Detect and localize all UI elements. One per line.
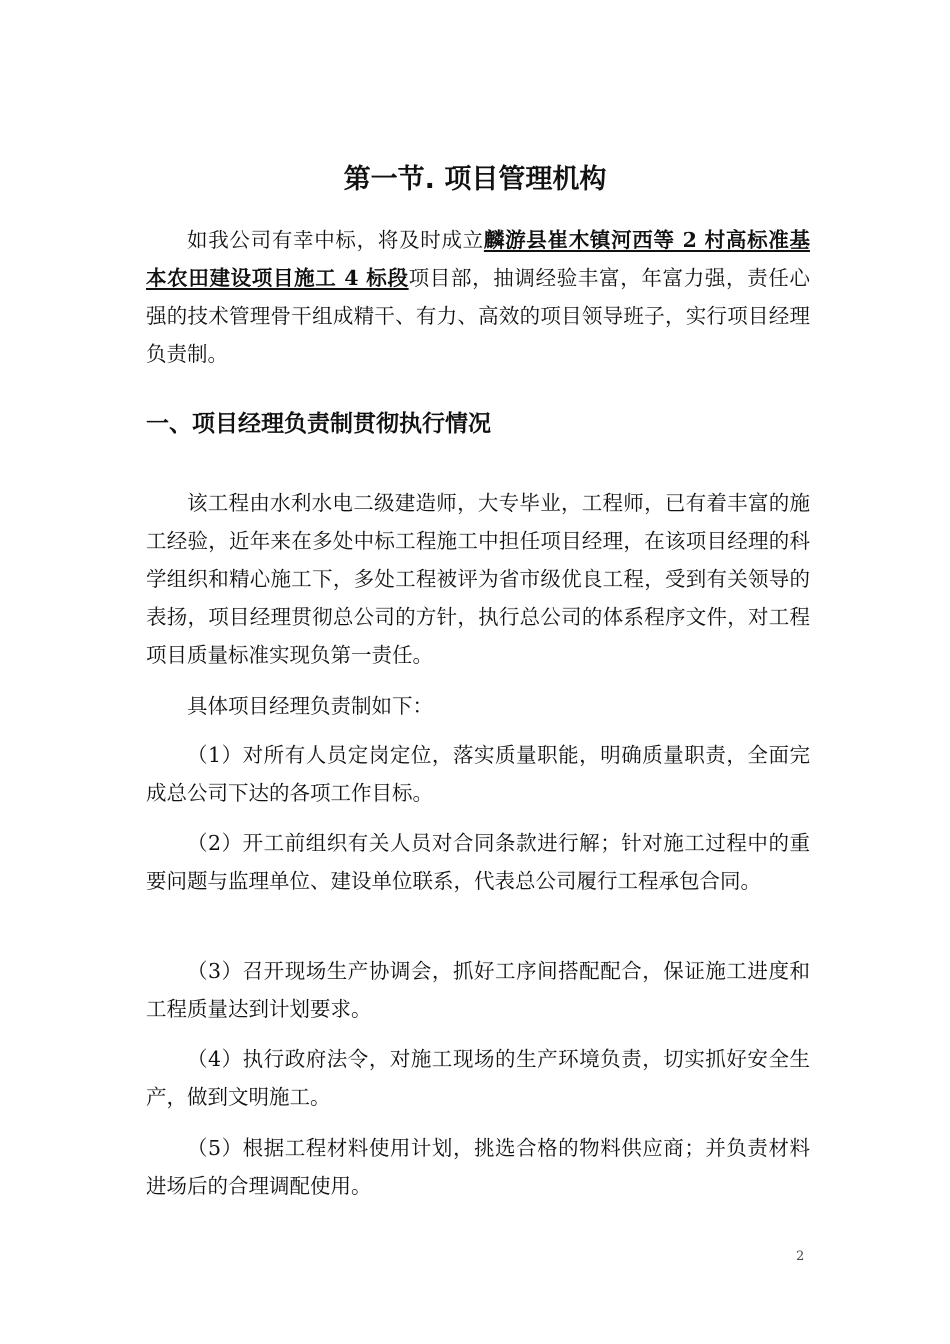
project-name: 麟游县崔木镇河西等 2 村高标准基本农田建设项目施工 4 标段 [146, 228, 810, 290]
list-item: （5）根据工程材料使用计划，挑选合格的物料供应商；并负责材料进场后的合理调配使用。 [146, 1136, 810, 1198]
section-heading: 一、项目经理负责制贯彻执行情况 [146, 411, 491, 437]
list-item: （4）执行政府法令，对施工现场的生产环境负责，切实抓好安全生产，做到文明施工。 [146, 1047, 810, 1109]
intro-paragraph [146, 221, 810, 373]
page-title: 第一节. 项目管理机构 [343, 164, 607, 195]
list-lead: 具体项目经理负责制如下： [187, 694, 433, 718]
list-item: （2）开工前组织有关人员对合同条款进行解；针对施工过程中的重要问题与监理单位、建设单位联系，代表总公司履行工程承包合同。 [146, 831, 810, 893]
body-paragraph: 该工程由水利水电二级建造师，大专毕业，工程师，已有着丰富的施工经验，近年来在多处中标工程施工中担任项目经理，在该项目经理的科学组织和精心施工下，多处工程被评为省市级优良工程，受到有关领导的表扬，项目经理贯彻总公司的方针，执行总公司的体系程序文件，对工程项目质量标准实现负第一责任。 [146, 491, 810, 667]
intro-text-after: 项目部，抽调经验丰富，年富力强，责任心强的技术管理骨干组成精干、有力、高效的项目领导班子，实行项目经理负责制。 [146, 266, 810, 366]
intro-text-before: 如我公司有幸中标，将及时成立 [187, 228, 484, 252]
list-item: （1）对所有人员定岗定位，落实质量职能，明确质量职责，全面完成总公司下达的各项工作目标。 [146, 743, 810, 805]
page-number: 2 [796, 1249, 805, 1264]
list-item: （3）召开现场生产协调会，抓好工序间搭配配合，保证施工进度和工程质量达到计划要求。 [146, 959, 810, 1021]
